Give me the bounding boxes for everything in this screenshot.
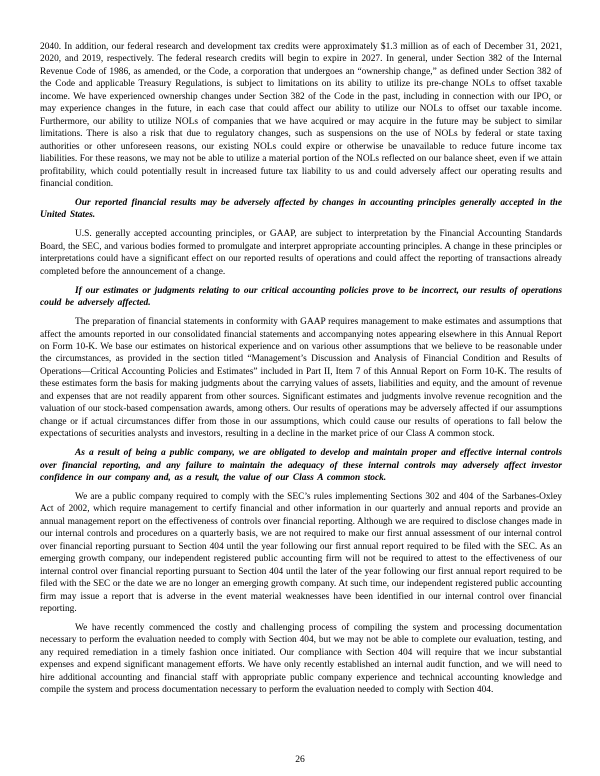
paragraph-nol-continuation: 2040. In addition, our federal research and development tax credits were approximately $1.3 million as of each of December 31, 2021, 2020, and 2019, respectively. The federal research credits will begin to expire in 2027. In general, under Section 382 of the Internal Revenue Code of 1986, as amended, or the Code, a corporation that undergoes an “ownership change,” as defined under Section 382 of the Code and applicable Treasury Regulations, is subject to limitations on its ability to utilize its pre-change NOLs to offset taxable income. We have experienced ownership changes under Section 382 of the Code in the past, including in connection with our IPO, or may experience changes in the future, in each case that could affect our ability to utilize our NOLs to offset our taxable income. Furthermore, our ability to utilize NOLs of companies that we have acquired or may acquire in the future may be subject to similar limitations. There is also a risk that due to regulatory changes, such as suspensions on the use of NOLs by federal or state taxing authorities or other unforeseen reasons, our existing NOLs could expire or otherwise be unavailable to reduce future income tax liabilities. For these reasons, we may not be able to utilize a material portion of the NOLs reflected on our balance sheet, even if we attain profitability, which could potentially result in increased future tax liability to us and could adversely affect our operating results and financial condition. (40, 42, 563, 189)
page-number: 26 (295, 754, 305, 765)
risk-heading-estimates-judgments: If our estimates or judgments relating to our critical accounting policies prove to be incorrect, our results of operations could be adversely affected. (40, 285, 562, 309)
paragraph-gaap-interpretation: U.S. generally accepted accounting principles, or GAAP, are subject to interpretation by the Financial Accounting Standards Board, the SEC, and various bodies formed to promulgate and interpret appropriate accounting principles. A change in these principles or interpretations could have a significant effect on our reported results of operations and could affect the reporting of transactions already completed before the announcement of a change. (40, 229, 562, 277)
paragraph-section-404-evaluation: We have recently commenced the costly and challenging process of compiling the system and processing documentation necessary to perform the evaluation needed to comply with Section 404, but we may not be able to complete our evaluation, testing, and any required remediation in a timely fashion once initiated. Our compliance with Section 404 will require that we incur substantial expenses and expend significant management efforts. We have only recently established an internal audit function, and we will need to hire additional accounting and financial staff with appropriate public company experience and technical accounting knowledge and compile the system and process documentation necessary to perform the evaluation needed to comply with Section 404. (40, 622, 562, 696)
paragraph-sarbanes-oxley-compliance: We are a public company required to comply with the SEC’s rules implementing Sections 302 and 404 of the Sarbanes-Oxley Act of 2002, which require management to certify financial and other information in our quarterly and annual reports and provide an annual management report on the effectiveness of controls over financial reporting. Although we are required to disclose changes made in our internal controls and procedures on a quarterly basis, we are not required to make our first annual assessment of our internal control over financial reporting pursuant to Section 404 until the year following our first annual report required to be filed with the SEC. As an emerging growth company, our independent registered public accounting firm will not be required to attest to the effectiveness of our internal control over financial reporting pursuant to Section 404 until the later of the year following our first annual report required to be filed with the SEC or the date we are no longer an emerging growth company. At such time, our independent registered public accounting firm may issue a report that is adverse in the event material weaknesses have been identified in our internal control over financial reporting. (40, 491, 562, 615)
risk-heading-internal-controls: As a result of being a public company, we are obligated to develop and maintain proper and effective internal controls over financial reporting, and any failure to maintain the adequacy of these internal controls may adversely affect investor confidence in our company and, as a result, the value of our Class A common stock. (40, 448, 562, 483)
risk-heading-accounting-principles: Our reported financial results may be adversely affected by changes in accounting principles generally accepted in the United States. (40, 197, 562, 221)
paragraph-financial-statement-preparation: The preparation of financial statements in conformity with GAAP requires management to make estimates and assumptions that affect the amounts reported in our consolidated financial statements and accompanying notes appearing elsewhere in this Annual Report on Form 10-K. We base our estimates on historical experience and on various other assumptions that we believe to be reasonable under the circumstances, as provided in the section titled “Management’s Discussion and Analysis of Financial Condition and Results of Operations—Critical Accounting Policies and Estimates” included in Part II, Item 7 of this Annual Report on Form 10-K. The results of these estimates form the basis for making judgments about the carrying values of assets, liabilities and equity, and the amount of revenue and expenses that are not readily apparent from other sources. Significant estimates and judgments involve revenue recognition and the valuation of our stock-based compensation awards, among others. Our results of operations may be adversely affected if our assumptions change or if actual circumstances differ from those in our assumptions, which could cause our results of operations to fall below the expectations of securities analysts and investors, resulting in a decline in the market price of our Class A common stock. (40, 317, 562, 440)
